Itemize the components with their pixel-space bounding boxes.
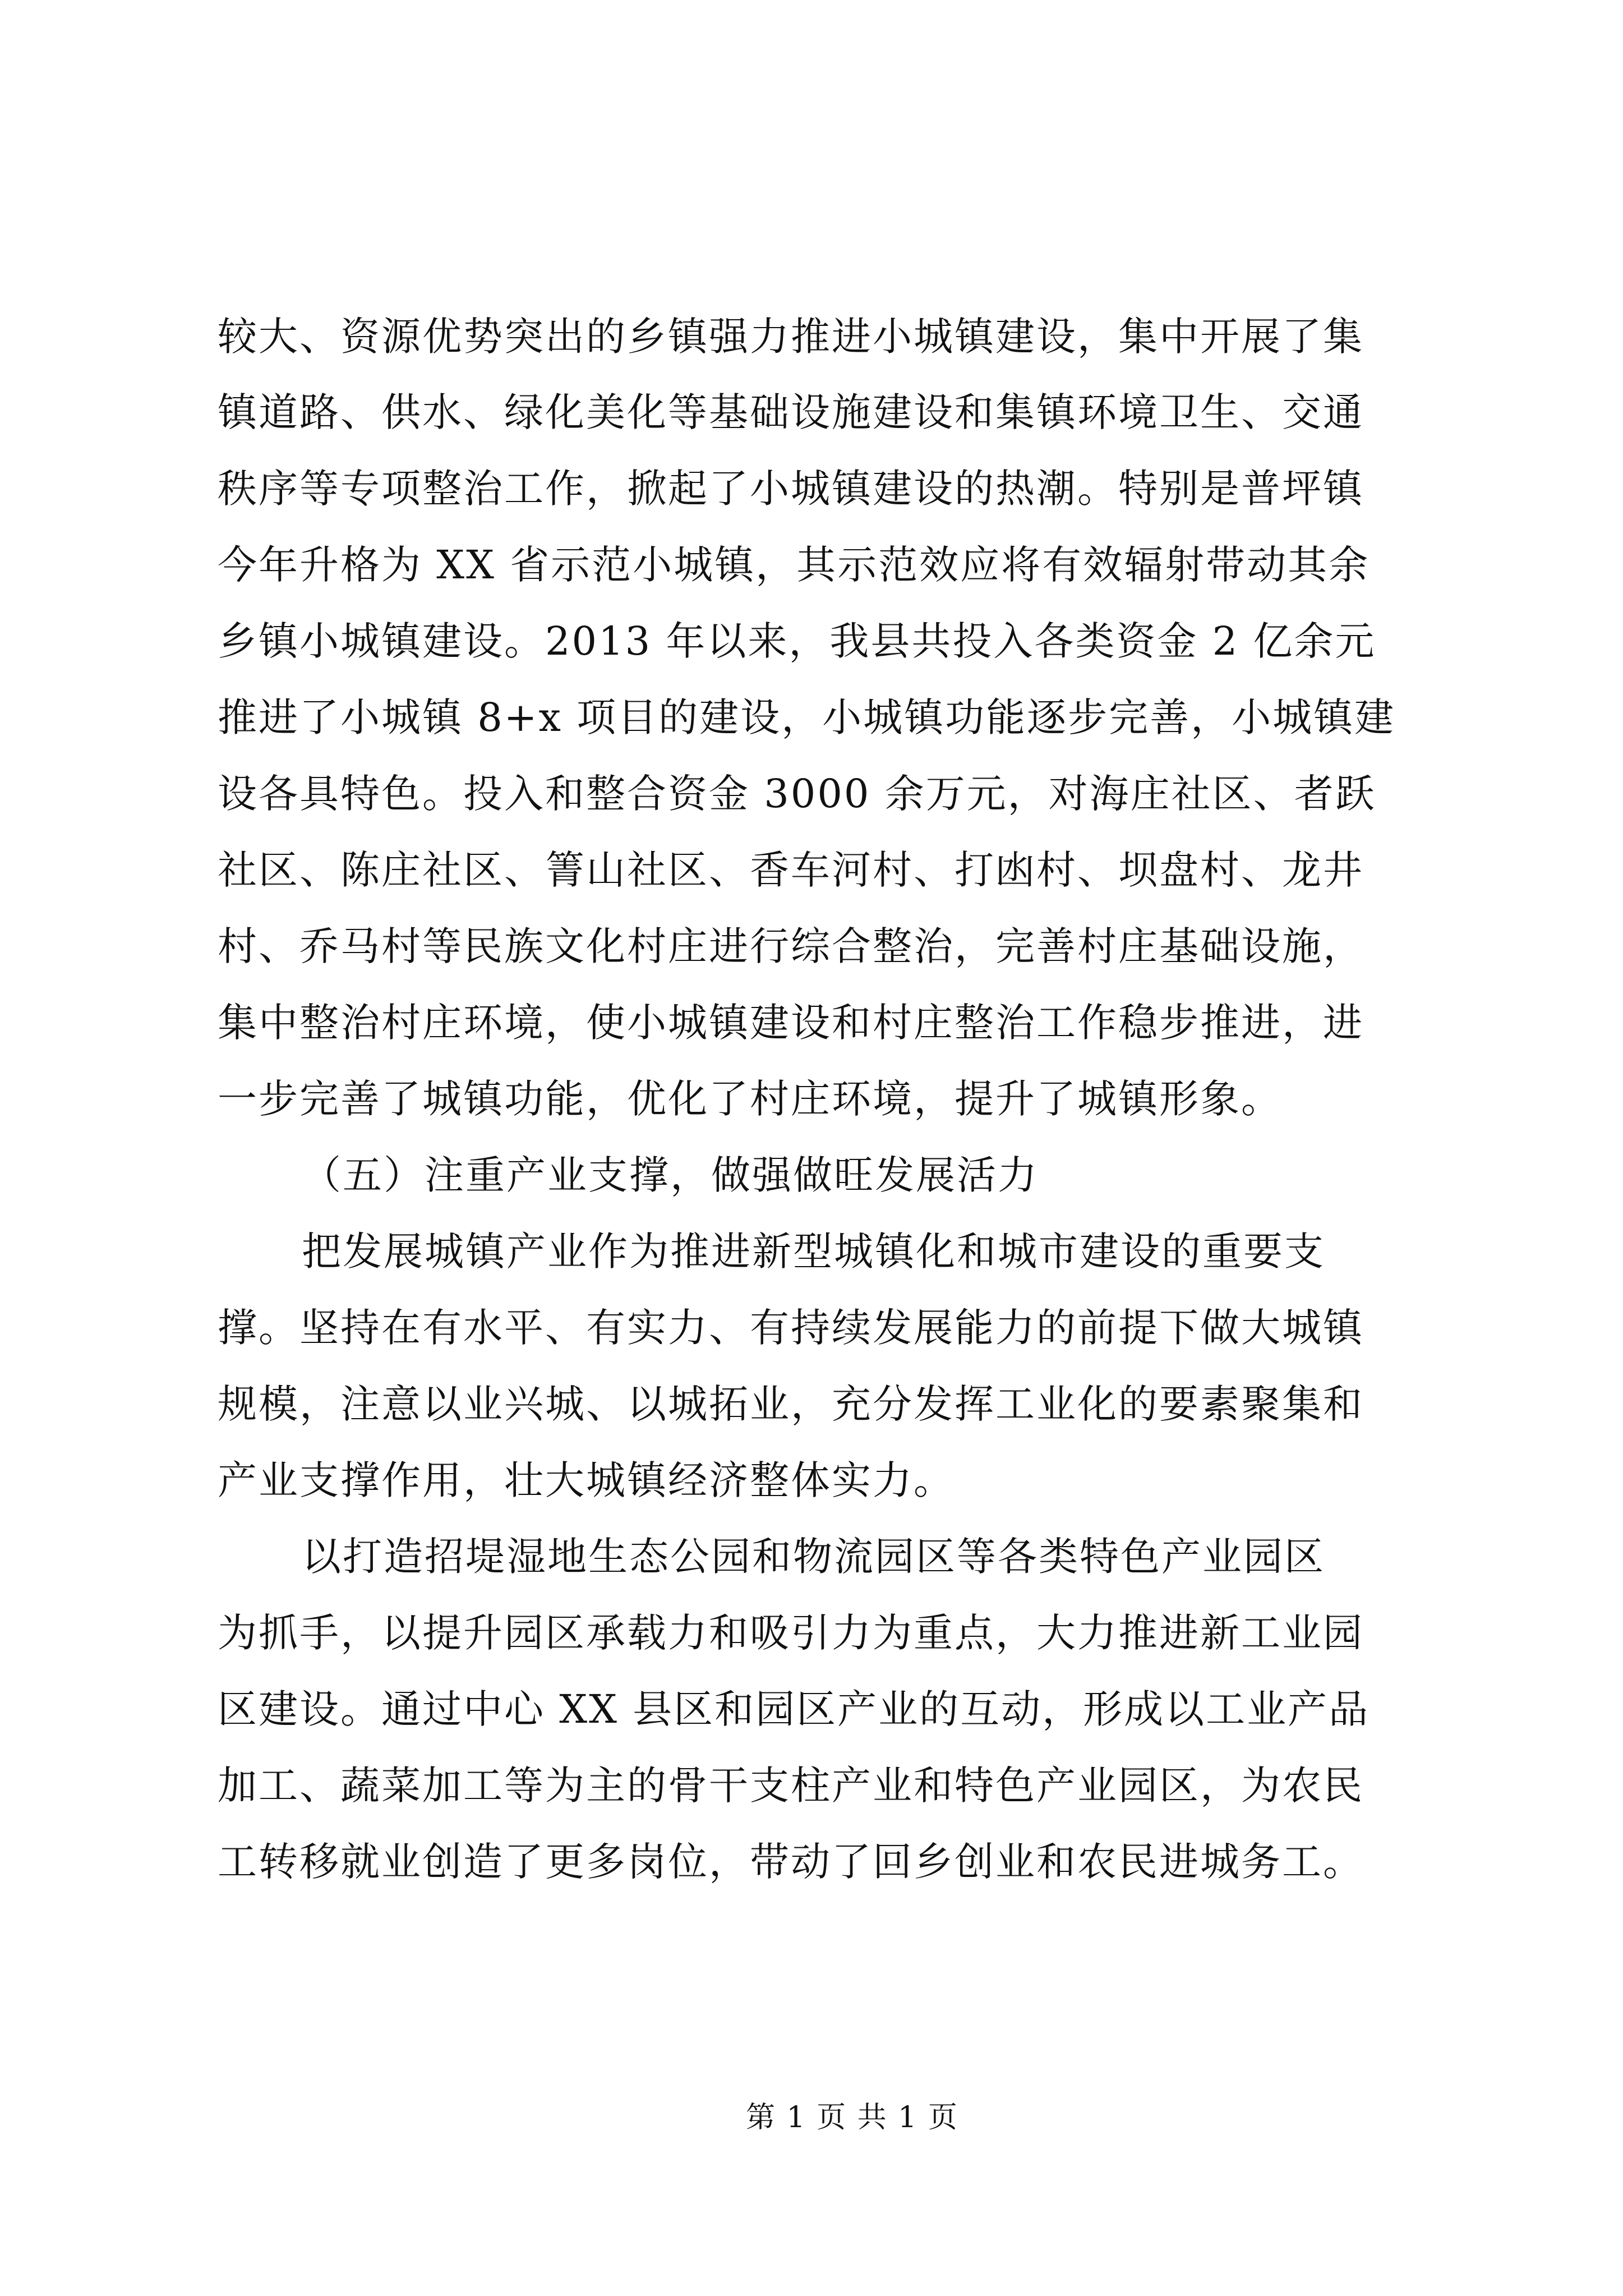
text-line: 今年升格为 XX 省示范小城镇，其示范效应将有效辐射带动其余 [218, 542, 1370, 588]
text-line: 加工、蔬菜加工等为主的骨干支柱产业和特色产业园区，为农民 [218, 1763, 1364, 1809]
section-heading: （五）注重产业支撑，做强做旺发展活力 [302, 1152, 1039, 1198]
text-line: 集中整治村庄环境，使小城镇建设和村庄整治工作稳步推进，进 [218, 1000, 1364, 1046]
text-line: 镇道路、供水、绿化美化等基础设施建设和集镇环境卫生、交通 [218, 389, 1364, 435]
text-line: 推进了小城镇 8+x 项目的建设，小城镇功能逐步完善，小城镇建 [218, 694, 1396, 740]
text-line: 工转移就业创造了更多岗位，带动了回乡创业和农民进城务工。 [218, 1839, 1364, 1885]
text-line: 一步完善了城镇功能，优化了村庄环境，提升了城镇形象。 [218, 1076, 1282, 1122]
text-line: 撑。坚持在有水平、有实力、有持续发展能力的前提下做大城镇 [218, 1305, 1364, 1351]
text-line: 规模，注意以业兴城、以城拓业，充分发挥工业化的要素聚集和 [218, 1381, 1364, 1427]
text-line: 以打造招堤湿地生态公园和物流园区等各类特色产业园区 [302, 1534, 1325, 1580]
text-line: 乡镇小城镇建设。2013 年以来，我县共投入各类资金 2 亿余元 [218, 618, 1376, 664]
text-line: 较大、资源优势突出的乡镇强力推进小城镇建设，集中开展了集 [218, 314, 1364, 360]
text-line: 把发展城镇产业作为推进新型城镇化和城市建设的重要支 [302, 1228, 1325, 1274]
text-line: 产业支撑作用，壮大城镇经济整体实力。 [218, 1457, 955, 1503]
text-line: 设各具特色。投入和整合资金 3000 余万元，对海庄社区、者跃 [218, 771, 1376, 817]
text-line: 为抓手，以提升园区承载力和吸引力为重点，大力推进新工业园 [218, 1610, 1364, 1656]
text-line: 秩序等专项整治工作，掀起了小城镇建设的热潮。特别是普坪镇 [218, 466, 1364, 512]
text-line: 社区、陈庄社区、箐山社区、香车河村、打凼村、坝盘村、龙井 [218, 847, 1364, 893]
text-line: 区建设。通过中心 XX 县区和园区产业的互动，形成以工业产品 [218, 1686, 1370, 1732]
text-line: 村、乔马村等民族文化村庄进行综合整治，完善村庄基础设施， [218, 923, 1364, 969]
page-footer: 第 1 页 共 1 页 [746, 2101, 958, 2134]
